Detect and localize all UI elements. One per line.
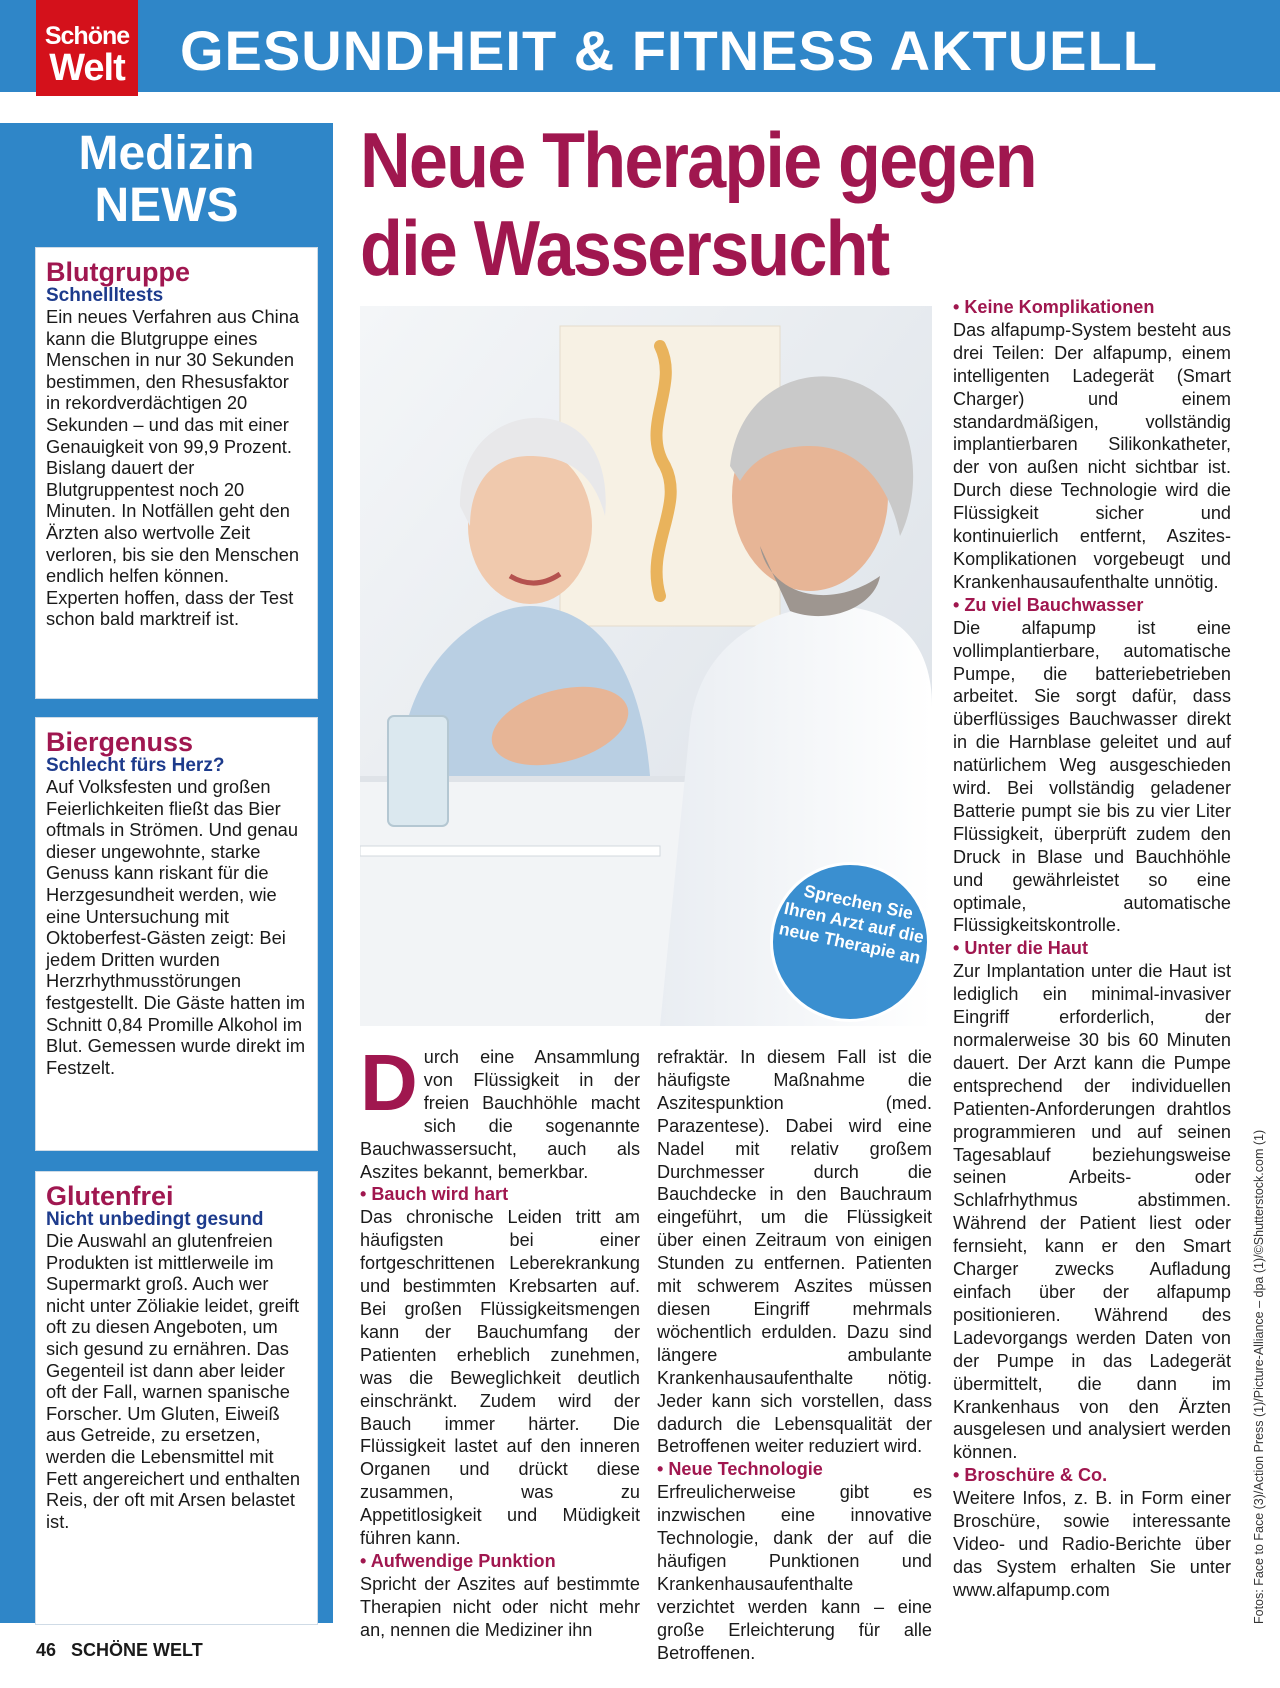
news-subheading: Schnellltests xyxy=(46,285,164,306)
sidebar-title-line-1: Medizin xyxy=(78,127,255,180)
news-text: Auf Volksfesten und großen Feierlichkeiten fließt das Bier oftmals in Strömen. Und genau dieser ungewohnte, starke Genuss kann riskant für die Herzgesundheit werden, wie eine Untersuchung mit Oktoberfest-Gästen zeigt: Bei jedem Dritten wurden Herzrhythmusstörungen festgestellt. Die Gäste hatten im Schnitt 0,84 Promille Alkohol im Blut. Gemessen wurde direkt im Festzelt. xyxy=(46,776,306,1078)
page-number: 46 xyxy=(36,1640,57,1660)
section-title: GESUNDHEIT & FITNESS AKTUELL xyxy=(180,19,1158,82)
sidebar-title xyxy=(0,128,333,232)
section-heading: • Bauch wird hart xyxy=(360,1184,509,1205)
news-box-glutenfrei xyxy=(36,1172,317,1624)
news-subheading: Nicht unbedingt gesund xyxy=(46,1209,264,1230)
section-text: refraktär. In diesem Fall ist die häufigste Maßnahme die Aszitespunktion (med. Parazentese). Dabei wird eine Nadel mit relativ großem Durchmesser durch die Bauchdecke in den Bauchraum eingeführt, um die Flüssigkeit über einen Zeitraum von einigen Stunden zu entfernen. Patienten mit schwerem Aszites müssen diesen Eingriff mehrmals wöchentlich erdulden. Dazu sind längere ambulante Krankenhausaufenthalte nötig. Jeder kann sich vorstellen, dass dadurch die Lebensqualität der Betroffenen weiter reduziert wird. xyxy=(657,1047,932,1457)
section-text: Das alfapump-System besteht aus drei Teilen: Der alfapump, einem intelligenten Ladegerät (Smart Charger) und einem standardmäßigen, vollständig implantierbaren Silikonkatheter, der von außen nicht sichtbar ist. Durch diese Technologie wird die Flüssigkeit sicher und kontinuierlich entfernt, Aszites-Komplikationen vorgebeugt und Krankenhausaufenthalte unnötig. xyxy=(953,319,1231,592)
article-column-2 xyxy=(657,1046,932,1664)
section-text: Spricht der Aszites auf bestimmte Therapien nicht oder nicht mehr an, nennen die Mediziner ihn xyxy=(360,1573,640,1640)
section-text: Das chronische Leiden tritt am häufigsten bei einer fortgeschrittenen Leberekrankung und bestimmten Krebsarten auf. Bei großen Flüssigkeitsmengen kann der Bauchumfang der Patienten erheblich zunehmen, was die Beweglichkeit deutlich einschränkt. Zudem wird der Bauch immer härter. Die Flüssigkeit lastet auf den inneren Organen und drückt diese zusammen, was zu Appetitlosigkeit und Müdigkeit führen kann. xyxy=(360,1207,640,1549)
news-text: Ein neues Verfahren aus China kann die Blutgruppe eines Menschen in nur 30 Sekunden bestimmen, den Rhesusfaktor in rekordverdächtigen 20 Sekunden – und das mit einer Genauigkeit von 99,9 Prozent. Bislang dauert der Blutgruppentest noch 20 Minuten. In Notfällen geht den Ärzten also wertvolle Zeit verloren, bis sie den Menschen endlich helfen können. Experten hoffen, dass der Test schon bald marktreif ist. xyxy=(46,306,300,630)
magazine-logo xyxy=(36,0,138,96)
article-headline xyxy=(360,116,1170,292)
sidebar-title-line-2: NEWS xyxy=(94,179,239,232)
advice-badge: Sprechen Sie Ihren Arzt auf die neue Therapie an xyxy=(755,847,945,1037)
section-text: Zur Implantation unter die Haut ist lediglich ein minimal-invasiver Eingriff erforderlich, der normalerweise 30 bis 60 Minuten dauert. Der Arzt kann die Pumpe entsprechend der individuellen Patienten-Anforderungen drahtlos programmieren und auf seinen Tagesablauf beziehungsweise seinen Arbeits- oder Schlafrhythmus abstimmen. Während der Patient liest oder fernsieht, kann er den Smart Charger zwecks Aufladung einfach über der alfapump positionieren. Während des Ladevorgangs werden Daten von der Pumpe in das Ladegerät übermittelt, die dann im Krankenhaus von den Ärzten ausgelesen und analysiert werden können. xyxy=(953,961,1231,1463)
news-text: Die Auswahl an glutenfreien Produkten ist mittlerweile im Supermarkt groß. Auch wer nicht unter Zöliakie leidet, greift oft zu diesen Angeboten, um sich gesund zu ernähren. Das Gegenteil ist dann aber leider oft der Fall, warnen spanische Forscher. Um Gluten, Eiweiß aus Getreide, zu ersetzen, werden die Lebensmittel mit Fett angereichert und enthalten Reis, der oft mit Arsen belastet ist. xyxy=(46,1230,301,1532)
section-text: Die alfapump ist eine vollimplantierbare, automatische Pumpe, die batteriebetrieben arbeitet. Sie sorgt dafür, dass überflüssiges Bauchwasser direkt in die Harnblase geleitet und auf natürlichem Weg ausgeschieden wird. Bei vollständig geladener Batterie pumpt sie bis zu vier Liter Flüssigkeit, überprüft zudem den Druck in Blase und Bauchhöhle und gewährleistet so eine optimale, automatische Flüssigkeitskontrolle. xyxy=(953,617,1231,936)
news-heading: Blutgruppe xyxy=(46,257,190,287)
drop-cap: D xyxy=(360,1038,418,1127)
article-intro: urch eine Ansammlung von Flüssigkeit in der freien Bauchhöhle macht sich die sogenannte Bauchwassersucht, auch als Aszites bekannt, bemerkbar. xyxy=(360,1047,640,1182)
page-footer xyxy=(36,1640,203,1661)
section-heading: • Broschüre & Co. xyxy=(953,1465,1108,1486)
headline-line-1: Neue Therapie gegen xyxy=(360,116,1036,204)
news-subheading: Schlecht fürs Herz? xyxy=(46,755,225,776)
news-heading: Biergenuss xyxy=(46,727,194,757)
section-text: Erfreulicherweise gibt es inzwischen eine innovative Technologie, dank der auf die häufigen Punktionen und Krankenhausaufenthalte verzichtet werden kann – eine große Erleichterung für alle Betroffenen. xyxy=(657,1482,932,1663)
news-box-biergenuss xyxy=(36,718,317,1150)
section-heading: • Zu viel Bauchwasser xyxy=(953,594,1144,615)
article-column-1 xyxy=(360,1038,640,1642)
section-text: Weitere Infos, z. B. in Form einer Broschüre, sowie interessante Video- und Radio-Berichte über das System erhalten Sie unter www.alfapump.com xyxy=(953,1488,1231,1600)
section-heading: • Neue Technologie xyxy=(657,1459,823,1480)
top-banner xyxy=(0,0,1280,92)
news-box-blutgruppe xyxy=(36,248,317,698)
article-column-3 xyxy=(953,296,1231,1602)
magazine-name: SCHÖNE WELT xyxy=(71,1640,203,1660)
news-heading: Glutenfrei xyxy=(46,1181,174,1211)
section-heading: • Aufwendige Punktion xyxy=(360,1550,556,1571)
headline-line-2: die Wassersucht xyxy=(360,204,889,292)
section-heading: • Keine Komplikationen xyxy=(953,297,1155,317)
logo-line-1: Schöne xyxy=(44,22,130,50)
section-heading: • Unter die Haut xyxy=(953,938,1089,959)
logo-line-2: Welt xyxy=(49,47,125,89)
photo-credits-text: Fotos: Face to Face (3)/Action Press (1)/Picture-Alliance – dpa (1)/©Shutterstock.com (1) xyxy=(1252,1129,1266,1624)
photo-credits xyxy=(1252,1094,1272,1624)
